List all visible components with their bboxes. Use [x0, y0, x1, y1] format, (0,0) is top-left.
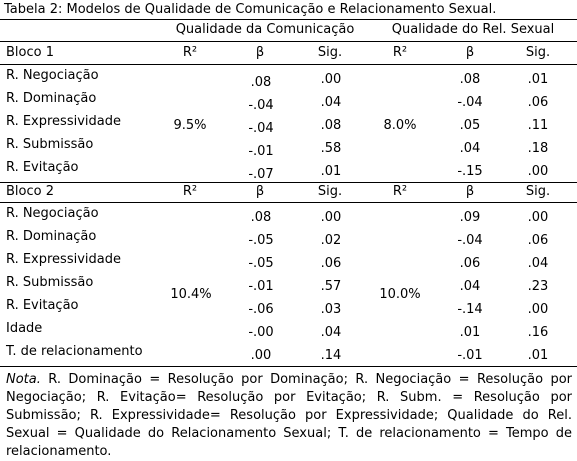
- row-label: R. Submissão: [6, 275, 94, 290]
- row-label: R. Evitação: [6, 298, 79, 313]
- table-note: [6, 371, 572, 461]
- sig-value: .06: [527, 95, 549, 110]
- sig-value: .04: [320, 325, 342, 340]
- beta-value: .04: [459, 279, 481, 294]
- sig-value: .03: [320, 302, 342, 317]
- top-rule: [0, 19, 577, 20]
- row-label: R. Negociação: [6, 206, 99, 221]
- sig-value: .02: [320, 233, 342, 248]
- beta-value: .08: [459, 72, 481, 87]
- beta-value: .00: [250, 348, 272, 363]
- block1-bottom-rule: [0, 182, 577, 183]
- sig-value: .00: [527, 210, 549, 225]
- sig-value: .00: [527, 164, 549, 179]
- r2-header: R²: [392, 184, 408, 199]
- sig-value: .23: [527, 279, 549, 294]
- sig-value: .06: [527, 233, 549, 248]
- beta-value: -.01: [248, 279, 274, 294]
- group-header-comunicacao: Qualidade da Comunicação: [175, 22, 355, 37]
- beta-value: -.01: [248, 144, 274, 159]
- beta-value: -.01: [457, 348, 483, 363]
- block1-header-rule: [0, 64, 577, 65]
- sig-value: .00: [320, 72, 342, 87]
- sig-value: .01: [527, 348, 549, 363]
- sig-value: .18: [527, 141, 549, 156]
- sig-value: .01: [320, 164, 342, 179]
- sig-header: Sig.: [317, 184, 343, 199]
- row-label: R. Dominação: [6, 229, 97, 244]
- beta-value: .04: [459, 141, 481, 156]
- sig-value: .04: [527, 256, 549, 271]
- row-label: T. de relacionamento: [6, 344, 143, 359]
- table-bottom-rule: [0, 366, 577, 367]
- r2-header: R²: [182, 45, 198, 60]
- beta-value: -.07: [248, 167, 274, 182]
- sig-value: .00: [320, 210, 342, 225]
- sig-value: .11: [527, 118, 549, 133]
- block2-header-rule: [0, 202, 577, 203]
- beta-value: .05: [459, 118, 481, 133]
- group-header-rule: [0, 41, 577, 42]
- r2-value: 9.5%: [173, 118, 207, 133]
- sig-header: Sig.: [525, 45, 551, 60]
- r2-value: 10.4%: [170, 287, 212, 302]
- beta-header: β: [255, 45, 265, 60]
- row-label: R. Expressividade: [6, 114, 121, 129]
- beta-value: -.06: [248, 302, 274, 317]
- beta-value: -.05: [248, 233, 274, 248]
- beta-value: -.04: [457, 95, 483, 110]
- sig-value: .01: [527, 72, 549, 87]
- beta-value: -.00: [248, 325, 274, 340]
- row-label: Idade: [6, 321, 43, 336]
- note-prefix: Nota.: [6, 372, 41, 387]
- beta-value: -.04: [248, 121, 274, 136]
- row-label: R. Expressividade: [6, 252, 121, 267]
- beta-header: β: [465, 184, 475, 199]
- sig-value: .57: [320, 279, 342, 294]
- beta-value: -.04: [457, 233, 483, 248]
- beta-value: -.04: [248, 98, 274, 113]
- beta-value: .01: [459, 325, 481, 340]
- row-label: R. Evitação: [6, 160, 79, 175]
- beta-header: β: [465, 45, 475, 60]
- row-label: R. Dominação: [6, 91, 97, 106]
- sig-value: .00: [527, 302, 549, 317]
- r2-value: 10.0%: [379, 287, 421, 302]
- beta-value: -.05: [248, 256, 274, 271]
- sig-value: .58: [320, 141, 342, 156]
- beta-value: .08: [250, 210, 272, 225]
- block-label: Bloco 2: [6, 184, 54, 199]
- table-title: Tabela 2: Modelos de Qualidade de Comunicação e Relacionamento Sexual.: [4, 2, 497, 17]
- sig-header: Sig.: [317, 45, 343, 60]
- beta-value: .08: [250, 75, 272, 90]
- r2-header: R²: [182, 184, 198, 199]
- sig-value: .14: [320, 348, 342, 363]
- beta-header: β: [255, 184, 265, 199]
- sig-value: .08: [320, 118, 342, 133]
- row-label: R. Submissão: [6, 137, 94, 152]
- block-label: Bloco 1: [6, 45, 54, 60]
- sig-header: Sig.: [525, 184, 551, 199]
- r2-header: R²: [392, 45, 408, 60]
- row-label: R. Negociação: [6, 68, 99, 83]
- beta-value: -.14: [457, 302, 483, 317]
- group-header-sexual: Qualidade do Rel. Sexual: [391, 22, 555, 37]
- note-text: R. Dominação = Resolução por Dominação; R. Negociação = Resolução por Negociação; R. Evitação= Resolução por Evitação; R. Subm. = Resolução por Submissão; R. Expressividade= Resolução por Expressividade; Qualidade do Rel. Sexual = Qualidade do Relacionamento Sexual; T. de relacionamento = Tempo de relacionamento.: [6, 372, 572, 459]
- sig-value: .04: [320, 95, 342, 110]
- r2-value: 8.0%: [383, 118, 417, 133]
- sig-value: .16: [527, 325, 549, 340]
- beta-value: -.15: [457, 164, 483, 179]
- beta-value: .09: [459, 210, 481, 225]
- sig-value: .06: [320, 256, 342, 271]
- beta-value: .06: [459, 256, 481, 271]
